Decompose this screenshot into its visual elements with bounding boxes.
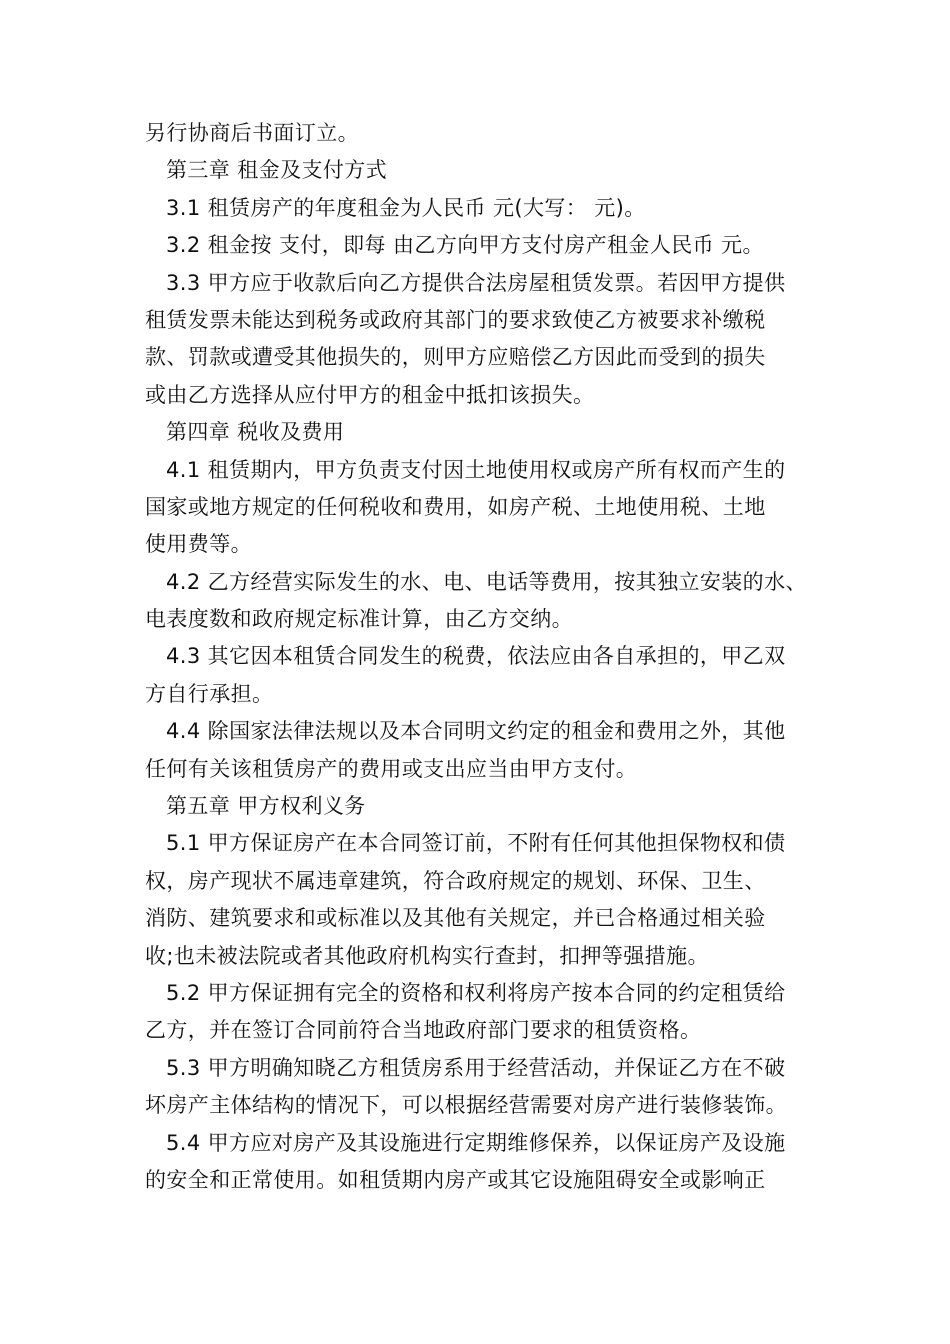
paragraph-continuation-line: 使用费等。: [145, 532, 252, 557]
paragraph-start-line: 4.1 租赁期内，甲方负责支付因土地使用权或房产所有权而产生的: [166, 457, 786, 482]
paragraph-start-line: 4.4 除国家法律法规以及本合同明文约定的租金和费用之外，其他: [166, 719, 786, 744]
paragraph-start-line: 3.2 租金按 支付，即每 由乙方向甲方支付房产租金人民币 元。: [166, 233, 764, 258]
paragraph-continuation-line: 坏房产主体结构的情况下，可以根据经营需要对房产进行装修装饰。: [145, 1093, 787, 1118]
paragraph-continuation-line: 租赁发票未能达到税务或政府其部门的要求致使乙方被要求补缴税: [145, 307, 766, 332]
paragraph-continuation-line: 电表度数和政府规定标准计算，由乙方交纳。: [145, 607, 573, 632]
paragraph-continuation-line: 消防、建筑要求和或标准以及其他有关规定，并已合格通过相关验: [145, 906, 766, 931]
paragraph-continuation-line: 收;也未被法院或者其他政府机构实行查封，扣押等强措施。: [145, 943, 709, 968]
contract-text-body: [145, 115, 805, 1199]
paragraph-continuation-line: 或由乙方选择从应付甲方的租金中抵扣该损失。: [145, 382, 595, 407]
paragraph-start-line: 5.2 甲方保证拥有完全的资格和权利将房产按本合同的约定租赁给: [166, 980, 786, 1005]
paragraph-start-line: 3.3 甲方应于收款后向乙方提供合法房屋租赁发票。若因甲方提供: [166, 270, 786, 295]
paragraph-start-line: 3.1 租赁房产的年度租金为人民币 元(大写： 元)。: [166, 195, 646, 220]
paragraph-start-line: 5.3 甲方明确知晓乙方租赁房系用于经营活动，并保证乙方在不破: [166, 1055, 786, 1080]
paragraph-start-line: 5.4 甲方应对房产及其设施进行定期维修保养，以保证房产及设施: [166, 1130, 786, 1155]
paragraph-start-line: 4.2 乙方经营实际发生的水、电、电话等费用，按其独立安装的水、: [166, 569, 807, 594]
paragraph-start-line: 第三章 租金及支付方式: [166, 158, 388, 183]
paragraph-continuation-line: 乙方，并在签订合同前符合当地政府部门要求的租赁资格。: [145, 1018, 702, 1043]
paragraph-continuation-line: 国家或地方规定的任何税收和费用，如房产税、土地使用税、土地: [145, 494, 766, 519]
paragraph-continuation-line: 任何有关该租赁房产的费用或支出应当由甲方支付。: [145, 756, 638, 781]
paragraph-continuation-line: 方自行承担。: [145, 681, 274, 706]
paragraph-continuation-line: 的安全和正常使用。如租赁期内房产或其它设施阻碍安全或影响正: [145, 1167, 766, 1192]
paragraph-start-line: 第四章 税收及费用: [166, 420, 345, 445]
paragraph-continuation-line: 款、罚款或遭受其他损失的，则甲方应赔偿乙方因此而受到的损失: [145, 345, 766, 370]
paragraph-start-line: 4.3 其它因本租赁合同发生的税费，依法应由各自承担的，甲乙双: [166, 644, 786, 669]
paragraph-start-line: 5.1 甲方保证房产在本合同签订前，不附有任何其他担保物权和债: [166, 831, 786, 856]
paragraph-start-line: 第五章 甲方权利义务: [166, 794, 366, 819]
paragraph-continuation-line: 权，房产现状不属违章建筑，符合政府规定的规划、环保、卫生、: [145, 868, 766, 893]
paragraph-continuation-line: 另行协商后书面订立。: [145, 121, 359, 145]
